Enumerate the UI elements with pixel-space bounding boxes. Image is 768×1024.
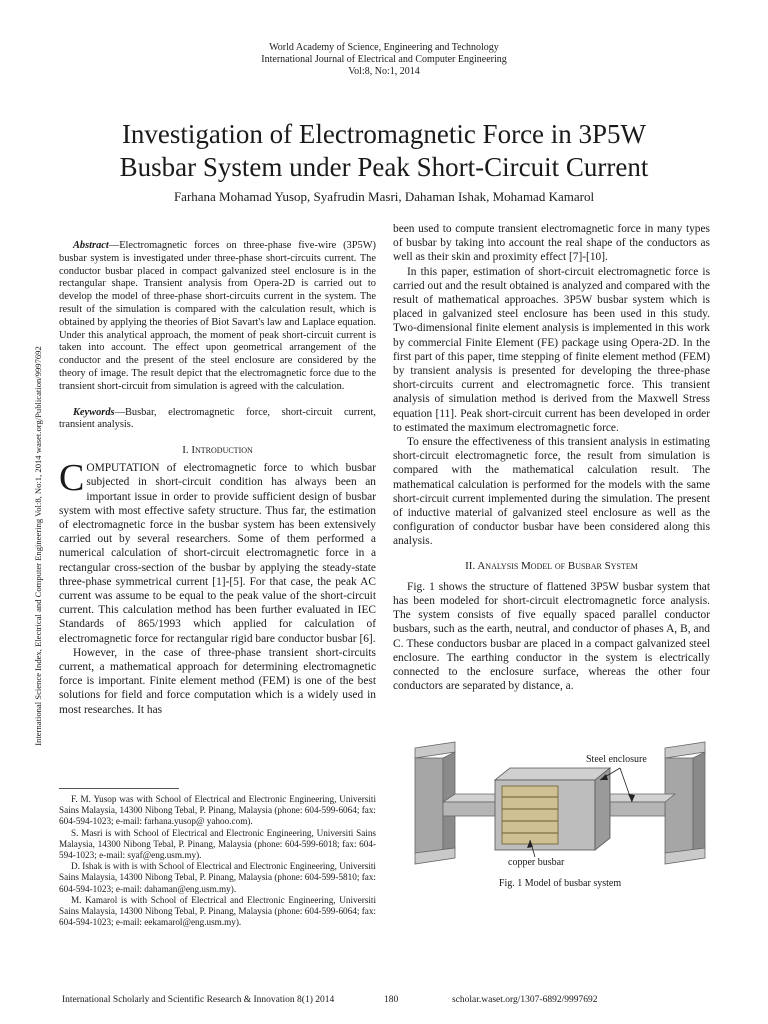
label-copper-busbar: copper busbar — [508, 857, 565, 868]
page-number: 180 — [384, 995, 399, 1005]
abstract-text: —Electromagnetic forces on three-phase five-wire (3P5W) busbar system is investigated under three-phase short-circuits current. The conductor busbar placed in compact galvanized steel enclosure is in the rectangular shape. Transient analysis from Opera-2D is carried out to develop the model of three-phase short-circuits current in the system. The result of the simulation is compared with the calculation result, which is obtained by applying the theories of Biot Savart's law and Laplace equation. Under this analytical approach, the moment of peak short-circuit current is taken into account. The effect upon geometrical arrangement of the conductor and the present of the steel enclosure are considered by the theory of image. The result depict that the electromagnetic force due to the transient short-circuit from simulation is agreed with the calculation. — [59, 240, 376, 392]
right-column — [393, 222, 710, 694]
footnote-1: F. M. Yusop was with School of Electrical and Electronic Engineering, Universiti Sains Malaysia, 14300 Nibong Tebal, P. Pinang, Malaysia (phone: 604-599-6064; fax: 604-594-1023; e-mail: farhana.yusop@ yahoo.com). — [59, 794, 376, 827]
intro-paragraph-1: COMPUTATION of electromagnetic force to which busbar subjected in short-circuit condition has always been an important issue in order to provide sufficient design of busbar system with most effective safety structure. Thus far, the estimation of electromagnetic force in the busbar system has been extensively carried out by several researchers. Some of them performed a numerical calculation of short-circuit electromagnetic force in a rectangular cross-section of the busbar by applying the steady-state three-phase symmetrical current [1]-[5]. For that case, the peak AC current was assume to be equal to the peak value of the short-circuit current. This calculation method has been further evaluated in IEC Standards of 865/1993 which applied for calculation of electromagnetic force for rectangular rigid bare conductor busbar [6]. — [59, 457, 376, 645]
right-paragraph-2: In this paper, estimation of short-circuit electromagnetic force is carried out and the result obtained is analyzed and compared with the result of mathematical approaches. 3P5W busbar system which is placed in galvanized steel enclosure has been used in this study. Two-dimensional finite element analysis is implemented in this work by commercial Finite Element (FE) package using Opera-2D. In the first part of this paper, time stepping of finite element method (FEM) by transient analysis is presented for developing the three-phase short-circuits current and electromagnetic force. This transient analysis of simulation method is derived from the Maxwell Stress equation [11]. Peak short-circuit current has been developed in order to estimated the maximum electromagnetic force. — [393, 265, 710, 434]
right-paragraph-4: Fig. 1 shows the structure of flattened 3P5W busbar system that has been modeled for short-circuit electromagnetic force analysis. The system consists of five equally spaced parallel conductor busbars, such as the earth, neutral, and conductor of phases A, B, and C. These conductors busbar are placed in a compact galvanized steel enclosure. The earthing conductor in the system is electrically connected to the enclosure surface, whereas the other four conductors are separated by distance, a. — [393, 580, 710, 693]
header-line-2: International Journal of Electrical and Computer Engineering — [261, 54, 507, 65]
figure-busbar-model — [410, 740, 710, 875]
introduction-body — [59, 457, 376, 717]
figure-caption: Fig. 1 Model of busbar system — [498, 878, 622, 889]
footnotes — [59, 794, 376, 928]
drop-cap: C — [59, 457, 85, 500]
author-list: Farhana Mohamad Yusop, Syafrudin Masri, Dahaman Ishak, Mohamad Kamarol — [173, 189, 595, 204]
right-paragraph-3: To ensure the effectiveness of this transient analysis in estimating short-circuit electromagnetic force, the result from simulation is compared with the mathematical calculation result. The mathematical calculation is performed for the models with the same short-circuit current implemented during the simulation. The present of inductive material of galvanized steel enclosure as well as the configuration of conductor busbar have been considered along this analysis. — [393, 436, 710, 548]
title-line-2: Busbar System under Peak Short-Circuit Current — [119, 152, 649, 182]
intro-paragraph-2: However, in the case of three-phase transient short-circuits current, a mathematical approach for determining electromagnetic force is important. Finite element method (FEM) is one of the best solutions for field and force computation which is a widely used in most researches. It has — [59, 646, 376, 716]
header-line-1: World Academy of Science, Engineering and Technology — [269, 42, 499, 53]
left-column — [59, 240, 376, 717]
paper-title — [40, 118, 728, 184]
abstract — [59, 240, 376, 394]
footnote-4: M. Kamarol is with School of Electrical and Electronic Engineering, Universiti Sains Malaysia, 14300 Nibong Tebal, P. Pinang, Malaysia (phone: 604-599-6064; fax: 604-594-1023; e-mail: eekamarol@eng.usm.my). — [59, 894, 376, 928]
footer-left: International Scholarly and Scientific Research & Innovation 8(1) 2014 — [62, 995, 335, 1005]
footnote-3: D. Ishak is with is with School of Electrical and Electronic Engineering, Universiti Sains Malaysia, 14300 Nibong Tebal, P. Pinang, Malaysia (phone: 604-599-5810; fax: 604-594-1023; e-mail: dahaman@eng.usm.my). — [59, 861, 376, 894]
label-steel-enclosure: Steel enclosure — [586, 754, 647, 765]
journal-header — [0, 42, 768, 78]
abstract-label: Abstract — [73, 240, 109, 251]
keywords — [59, 407, 376, 433]
side-index-text: International Science Index, Electrical and Computer Engineering Vol:8, No:1, 2014 waset.org/Publication/9997692 — [33, 346, 43, 746]
keywords-text: —Busbar, electromagnetic force, short-circuit current, transient analysis. — [59, 406, 376, 431]
footnote-2: S. Masri is with School of Electrical and Electronic Engineering, Universiti Sains Malaysia, 14300 Nibong Tebal, P. Pinang, Malaysia (phone: 604-599-6018; fax: 604-594-1023; e-mail: syaf@eng.usm.my). — [59, 827, 376, 861]
header-line-3: Vol:8, No:1, 2014 — [348, 66, 420, 77]
footer-right: scholar.waset.org/1307-6892/9997692 — [452, 995, 598, 1005]
keywords-label: Keywords — [73, 406, 115, 418]
section-heading-analysis: II. Analysis Model of Busbar System — [465, 559, 638, 572]
busbar-model-diagram — [410, 740, 710, 875]
section-heading-introduction: I. Introduction — [182, 444, 253, 457]
footnote-rule — [59, 788, 179, 789]
title-line-1: Investigation of Electromagnetic Force in 3P5W — [121, 119, 647, 149]
right-paragraph-1: been used to compute transient electromagnetic force in many types of busbar by taking into account the real shape of the conductors as well as their skin and proximity effect [7]-[10]. — [393, 223, 710, 264]
